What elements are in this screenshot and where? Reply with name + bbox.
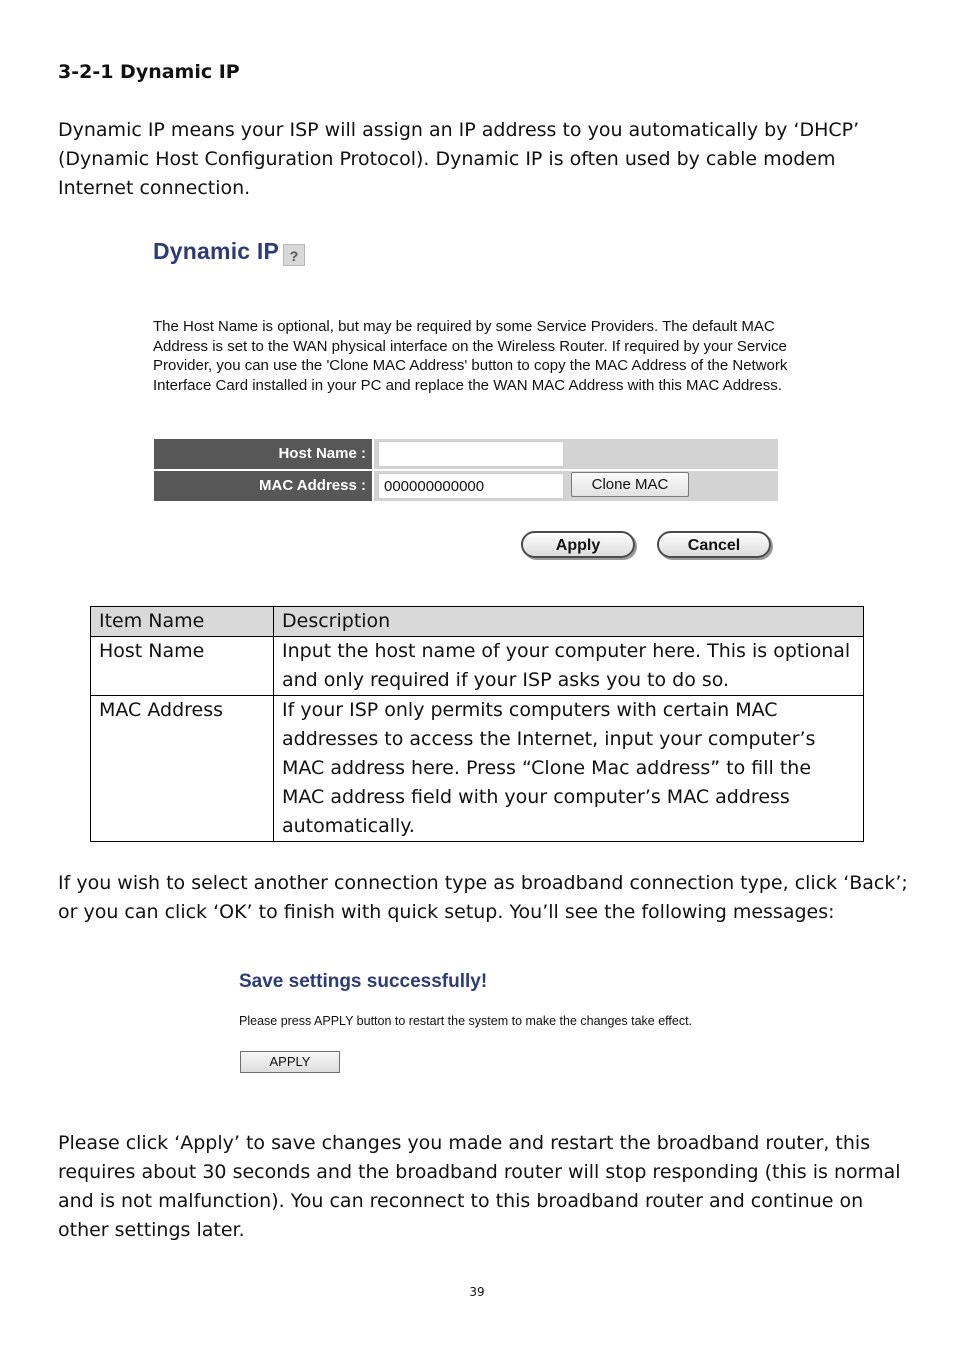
save-success-title: Save settings successfully! [239, 971, 488, 992]
header-description: Description [274, 607, 864, 637]
help-icon[interactable]: ? [283, 244, 305, 266]
dynamic-ip-title: Dynamic IP [153, 238, 279, 264]
table-row [91, 696, 864, 842]
intro-paragraph: Dynamic IP means your ISP will assign an IP address to you automatically by ‘DHCP’ (Dynamic Host Configuration Protocol). Dynamic IP is often used by cable modem Internet connection. [58, 119, 860, 199]
row-description: Input the host name of your computer here. This is optional and only required if your ISP asks you to do so. [274, 637, 864, 696]
table-header-row [91, 607, 864, 637]
row-divider [372, 439, 374, 469]
host-name-label: Host Name : [154, 439, 372, 469]
final-paragraph: Please click ‘Apply’ to save changes you made and restart the broadband router, this requires about 30 seconds and the broadband router will stop responding (this is normal and is not malfunction). You can reconnect to this broadband router and continue on other settings later. [58, 1132, 901, 1241]
item-description-table [90, 606, 864, 842]
section-heading: 3-2-1 Dynamic IP [58, 61, 240, 83]
save-success-message: Please press APPLY button to restart the system to make the changes take effect. [239, 1014, 693, 1028]
mac-address-row [154, 471, 778, 501]
row-item-name: Host Name [91, 637, 274, 696]
host-name-input[interactable] [378, 441, 564, 467]
row-item-name: MAC Address [91, 696, 274, 842]
apply-button[interactable]: Apply [521, 531, 635, 558]
dynamic-ip-description: The Host Name is optional, but may be required by some Service Providers. The default MAC Address is set to the WAN physical interface on the Wireless Router. If required by your Service Provider, you can use the 'Clone MAC Address' button to copy the MAC Address of the Network Interface Card installed in your PC and replace the WAN MAC Address with this MAC Address. [153, 318, 788, 394]
cancel-button[interactable]: Cancel [657, 531, 771, 558]
row-description: If your ISP only permits computers with certain MAC addresses to access the Internet, input your computer’s MAC address here. Press “Clone Mac address” to fill the MAC address field with your computer’s MAC address automatically. [274, 696, 864, 842]
host-name-row [154, 439, 778, 469]
header-item-name: Item Name [91, 607, 274, 637]
save-apply-button[interactable]: APPLY [240, 1051, 340, 1073]
clone-mac-button[interactable]: Clone MAC [571, 472, 689, 497]
mac-address-label: MAC Address : [154, 471, 372, 501]
mac-address-input[interactable] [378, 473, 564, 499]
table-row [91, 637, 864, 696]
page-number: 39 [469, 1285, 485, 1299]
row-divider [372, 471, 374, 501]
next-step-paragraph: If you wish to select another connection type as broadband connection type, click ‘Back’; or you can click ‘OK’ to finish with quick setup. You’ll see the following messages: [58, 872, 908, 923]
